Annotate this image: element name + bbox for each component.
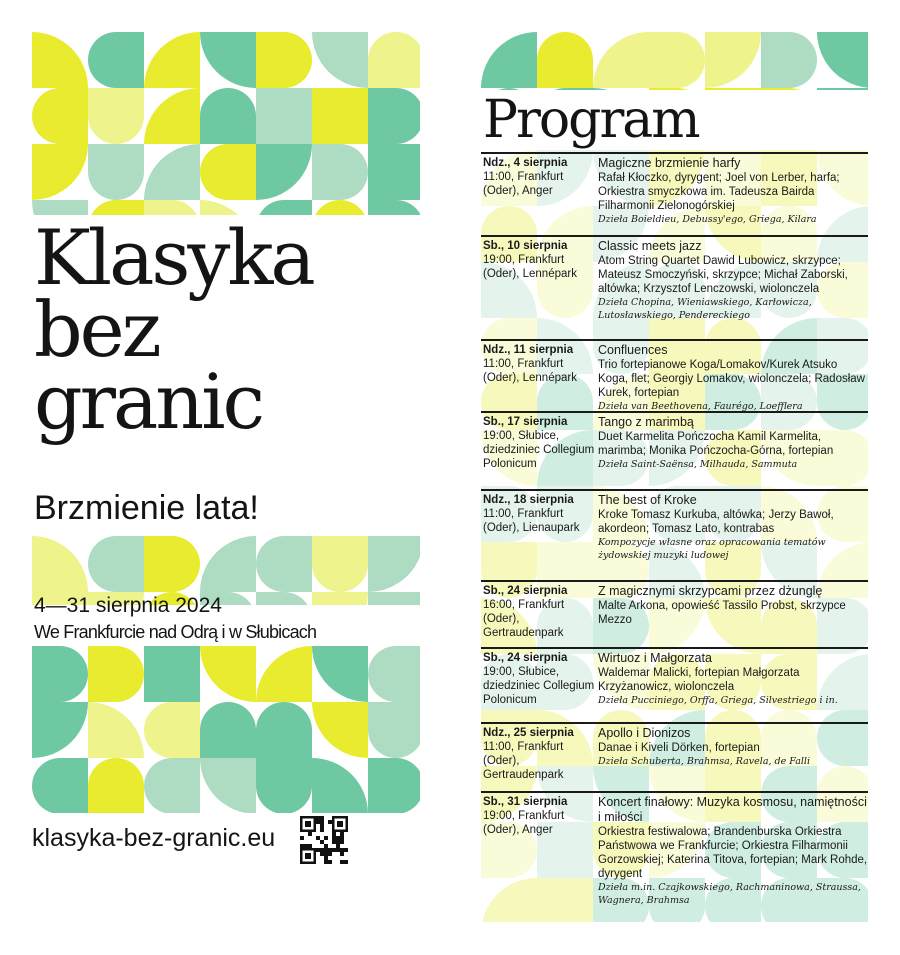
event-time-place: 16:00, Frankfurt (Oder), Gertraudenpark — [483, 599, 565, 639]
title-line-1: Klasyka — [34, 213, 313, 302]
event-row — [481, 580, 868, 647]
pattern-tile — [88, 536, 144, 592]
pattern-tile — [368, 702, 420, 758]
event-details — [598, 493, 868, 562]
pattern-tile — [256, 758, 312, 813]
event-works: Dzieła Chopina, Wieniawskiego, Karłowicza, Lutosławskiego, Pendereckiego — [598, 297, 812, 321]
pattern-tile — [144, 646, 200, 702]
pattern-tile — [32, 702, 88, 758]
event-date: Ndz., 18 sierpnia — [483, 494, 574, 506]
pattern-tile — [312, 592, 368, 605]
pattern-tile — [312, 758, 368, 813]
pattern-tile — [200, 536, 256, 592]
pattern-tile — [256, 88, 312, 144]
event-date: Ndz., 25 sierpnia — [483, 727, 574, 739]
pattern-tile — [649, 32, 705, 88]
pattern-tile — [368, 536, 420, 592]
pattern-tile — [256, 536, 312, 592]
pattern-tile — [200, 144, 256, 200]
event-title: Magiczne brzmienie harfy — [598, 156, 741, 170]
pattern-tile — [32, 646, 88, 702]
event-details — [598, 343, 868, 413]
pattern-tile — [368, 200, 420, 215]
geometric-pattern-program-top — [481, 32, 868, 90]
pattern-tile — [761, 88, 817, 90]
pattern-tile — [144, 144, 200, 200]
event-when — [483, 239, 595, 281]
pattern-tile — [144, 758, 200, 813]
pattern-tile — [817, 88, 868, 90]
festival-location: We Frankfurcie nad Odrą i w Słubicach — [34, 622, 317, 642]
pattern-tile — [200, 758, 256, 813]
event-performers: Kroke Tomasz Kurkuba, altówka; Jerzy Bawoł, akordeon; Tomasz Lato, kontrabas — [598, 509, 834, 535]
pattern-tile — [144, 536, 200, 592]
event-details — [598, 651, 868, 707]
qr-code-icon[interactable] — [300, 816, 348, 864]
pattern-tile — [312, 88, 368, 144]
event-performers: Malte Arkona, opowieść Tassilo Probst, skrzypce Mezzo — [598, 600, 846, 626]
pattern-tile — [312, 144, 368, 200]
pattern-tile — [705, 88, 761, 90]
pattern-tile — [256, 702, 312, 758]
pattern-tile — [144, 88, 200, 144]
pattern-tile — [705, 32, 761, 88]
pattern-tile — [88, 758, 144, 813]
pattern-tile — [312, 536, 368, 592]
event-when — [483, 726, 595, 782]
pattern-tile — [761, 32, 817, 88]
pattern-tile — [256, 592, 312, 605]
pattern-tile — [32, 536, 88, 592]
pattern-tile — [312, 702, 368, 758]
website-link[interactable]: klasyka-bez-granic.eu — [32, 824, 276, 852]
event-date: Sb., 24 sierpnia — [483, 652, 568, 664]
event-title: Confluences — [598, 343, 668, 357]
pattern-tile — [32, 32, 88, 88]
event-date: Sb., 24 sierpnia — [483, 585, 568, 597]
event-when — [483, 343, 595, 385]
event-time-place: 11:00, Frankfurt (Oder), Anger — [483, 171, 564, 197]
pattern-tile — [200, 702, 256, 758]
pattern-tile — [200, 32, 256, 88]
event-date: Sb., 17 sierpnia — [483, 416, 568, 428]
event-when — [483, 493, 595, 535]
pattern-tile — [368, 592, 420, 605]
title-line-3: granic — [34, 357, 263, 446]
pattern-tile — [368, 144, 420, 200]
pattern-tile — [368, 88, 420, 144]
event-title: Koncert finałowy: Muzyka kosmosu, namiętności i miłości — [598, 795, 867, 824]
pattern-tile — [481, 32, 537, 88]
event-title: Apollo i Dionizos — [598, 726, 691, 740]
pattern-tile — [593, 32, 649, 88]
pattern-tile — [537, 32, 593, 88]
event-title: The best of Kroke — [598, 493, 697, 507]
event-works: Dzieła Boieldieu, Debussy'ego, Griega, Kilara — [598, 214, 817, 225]
event-row — [481, 339, 868, 411]
event-when — [483, 651, 595, 707]
event-works: Dzieła m.in. Czajkowskiego, Rachmaninowa, Straussa, Wagnera, Brahmsa — [598, 882, 861, 906]
pattern-tile — [200, 646, 256, 702]
event-when — [483, 584, 595, 640]
pattern-tile — [144, 32, 200, 88]
event-details — [598, 156, 868, 226]
event-time-place: 19:00, Słubice, dziedziniec Collegium Polonicum — [483, 666, 595, 706]
event-row — [481, 791, 868, 911]
pattern-tile — [88, 702, 144, 758]
event-list — [481, 152, 868, 911]
event-time-place: 11:00, Frankfurt (Oder), Lennépark — [483, 358, 577, 384]
pattern-tile — [88, 88, 144, 144]
event-works: Dzieła Saint-Saënsa, Milhauda, Sammuta — [598, 459, 798, 470]
pattern-tile — [144, 702, 200, 758]
event-when — [483, 795, 595, 837]
event-title: Tango z marimbą — [598, 415, 694, 429]
event-time-place: 19:00, Słubice, dziedziniec Collegium Polonicum — [483, 430, 595, 470]
event-row — [481, 152, 868, 235]
event-details — [598, 415, 868, 471]
event-details — [598, 795, 868, 907]
event-performers: Danae i Kiveli Dörken, fortepian — [598, 742, 760, 754]
festival-dates: 4—31 sierpnia 2024 — [34, 594, 222, 617]
festival-title — [34, 213, 313, 446]
event-works: Dzieła van Beethovena, Faurégo, Loefflera — [598, 401, 803, 412]
event-row — [481, 722, 868, 791]
event-works: Kompozycje własne oraz opracowania tematów żydowskiej muzyki ludowej — [598, 537, 826, 561]
title-line-2: bez — [34, 285, 159, 374]
event-details — [598, 584, 868, 627]
pattern-tile — [32, 144, 88, 200]
event-works: Dzieła Pucciniego, Orffa, Griega, Silvestriego i in. — [598, 695, 838, 706]
event-row — [481, 411, 868, 489]
event-when — [483, 415, 595, 471]
poster-cover — [32, 32, 420, 922]
event-date: Ndz., 4 sierpnia — [483, 157, 568, 169]
event-time-place: 11:00, Frankfurt (Oder), Gertraudenpark — [483, 741, 564, 781]
event-title: Classic meets jazz — [598, 239, 702, 253]
event-date: Sb., 31 sierpnia — [483, 796, 568, 808]
pattern-tile — [88, 144, 144, 200]
pattern-tile — [368, 32, 420, 88]
event-details — [598, 239, 868, 322]
pattern-tile — [312, 646, 368, 702]
event-row — [481, 235, 868, 339]
event-works: Dzieła Schuberta, Brahmsa, Ravela, de Falli — [598, 756, 810, 767]
pattern-tile — [312, 32, 368, 88]
festival-subtitle: Brzmienie lata! — [34, 489, 259, 527]
event-performers: Rafał Kłoczko, dyrygent; Joel von Lerber, harfa; Orkiestra smyczkowa im. Tadeusza Bairda Filharmonii Zielonogórskiej — [598, 172, 840, 212]
event-time-place: 11:00, Frankfurt (Oder), Lienaupark — [483, 508, 580, 534]
event-when — [483, 156, 595, 198]
pattern-tile — [200, 88, 256, 144]
event-row — [481, 489, 868, 580]
pattern-tile — [368, 758, 420, 813]
pattern-tile — [88, 646, 144, 702]
event-performers: Atom String Quartet Dawid Lubowicz, skrzypce; Mateusz Smoczyński, skrzypce; Michał Zaborski, altówka; Krzysztof Lenczowski, wiolonczela — [598, 255, 848, 295]
event-time-place: 19:00, Frankfurt (Oder), Lennépark — [483, 254, 577, 280]
pattern-tile — [32, 88, 88, 144]
pattern-tile — [817, 32, 868, 88]
event-performers: Orkiestra festiwalowa; Brandenburska Orkiestra Państwowa we Frankfurcie; Orkiestra Filharmonii Gorzowskiej; Katerina Titova, fortepian; Mark Rohde, dyrygent — [598, 826, 868, 880]
event-date: Sb., 10 sierpnia — [483, 240, 568, 252]
pattern-tile — [256, 32, 312, 88]
geometric-pattern-bottom — [32, 646, 420, 813]
pattern-tile — [32, 758, 88, 813]
geometric-pattern-top — [32, 32, 420, 215]
program-title: Program — [483, 90, 699, 150]
event-date: Ndz., 11 sierpnia — [483, 344, 574, 356]
program-panel — [481, 32, 868, 922]
pattern-tile — [88, 32, 144, 88]
event-performers: Duet Karmelita Pończocha Kamil Karmelita, marimba; Monika Pończocha-Górna, fortepian — [598, 431, 834, 457]
pattern-tile — [312, 200, 368, 215]
pattern-tile — [256, 646, 312, 702]
pattern-tile — [256, 144, 312, 200]
event-performers: Trio fortepianowe Koga/Lomakov/Kurek Atsuko Koga, flet; Georgiy Lomakov, wiolonczela; Radosław Kurek, fortepian — [598, 359, 865, 399]
event-performers: Waldemar Malicki, fortepian Małgorzata Krzyżanowicz, wiolonczela — [598, 667, 800, 693]
event-details — [598, 726, 868, 768]
pattern-tile — [368, 646, 420, 702]
event-time-place: 19:00, Frankfurt (Oder), Anger — [483, 810, 565, 836]
event-row — [481, 647, 868, 722]
event-title: Wirtuoz i Małgorzata — [598, 651, 712, 665]
event-title: Z magicznymi skrzypcami przez dżunglę — [598, 584, 823, 598]
